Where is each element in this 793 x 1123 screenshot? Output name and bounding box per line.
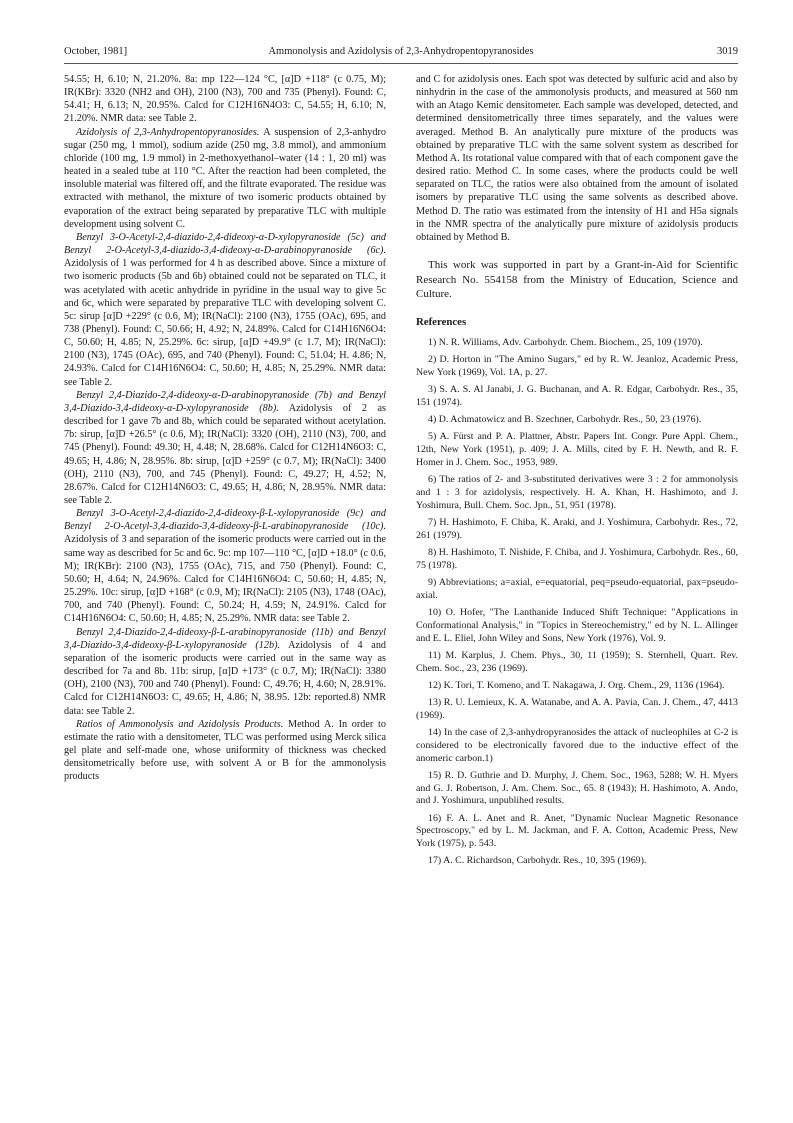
paragraph-compounds-7b-8b — [64, 389, 386, 507]
paragraph-azidolysis — [64, 126, 386, 231]
reference-item: 7) H. Hashimoto, F. Chiba, K. Araki, and J. Yoshimura, Carbohydr. Res., 72, 261 (1979). — [416, 516, 738, 541]
reference-item: 6) The ratios of 2- and 3-substituted derivatives were 3 : 2 for ammonolysis and 1 : 3 for azidolysis, respectively. H. A. Khan, H. Hashimoto, and J. Yoshimura, Bull. Chem. Soc. Jpn., 51, 951 (1978). — [416, 473, 738, 511]
compound-title-11b-12b: Benzyl 2,4-Diazido-2,4-dideoxy-β-L-arabinopyranoside (11b) and Benzyl 3,4-Diazido-3,4-dideoxy-β-L-xylopyranoside (12b). — [64, 626, 386, 651]
acknowledgement: This work was supported in part by a Grant-in-Aid for Scientific Research No. 554158 from the Ministry of Education, Science and Culture. — [416, 259, 738, 301]
running-header — [64, 44, 738, 60]
header-title: Ammonolysis and Azidolysis of 2,3-Anhydropentopyranosides — [268, 46, 534, 57]
reference-item: 14) In the case of 2,3-anhydropyranosides the attack of nucleophiles at C-2 is considered to be electronically favored due to the inductive effect of the anomeric carbon.1) — [416, 726, 738, 764]
paragraph-methods-continued: and C for azidolysis ones. Each spot was detected by sulfuric acid and also by ninhydrin in the case of the ammonolysis products, and measured at 560 nm with an Atago Kemic densitometer. Each sample was developed, detected, and determined densitometrically three times separately, and the values were averaged. Method B. An analytically pure mixture of the products was obtained by preparative TLC with the same solvent system as described for Method A. Its rotational value compared with that of each component gave the desired ratio. Method C. In some cases, where the products could be well separated on TLC, the ratios were also obtained from the amount of isolated isomers by preparative TLC using the same solvents as described above. Method D. The ratio was estimated from the intensity of H1 and H5a signals in the NMR spectra of the analytically pure mixture of azidolysis products obtained by Method B. — [416, 74, 738, 243]
page-number: 3019 — [717, 46, 738, 57]
paragraph-body: Azidolysis of 1 was performed for 4 h as described above. Since a mixture of two isomeric products (5b and 6b) obtained could not be separated on TLC, it was acetylated with acetic anhydride in pyridine in the usual way to give 5c and 6c, which were separated by preparative TLC with developing solvent C. 5c: sirup [α]D +229° (c 0.6, M); IR(NaCl): 2100 (N3), 1755 (OAc), 695, and 738 (Phenyl). Found: C, 50.66; H, 4.92; N, 24.89%. Calcd for C14H16N6O4: C, 50.60; H, 4.85; N, 25.29%. 6c: sirup, [α]D +49.9° (c 1.7, M); IR(NaCl): 2100 (N3), 1745 (OAc), 695, and 740 (Phenyl). Found: C, 51.04; H. 4.86; N, 24.93%. Calcd for C14H16N6O4: C, 50.60; H, 4.85; N, 25.29%. NMR data: see Table 2. — [64, 258, 386, 388]
paragraph-body: A suspension of 2,3-anhydro sugar (250 mg, 1 mmol), sodium azide (250 mg, 3.8 mmol), and ammonium chloride (100 mg, 1.9 mmol) in 2-methoxyethanol–water (14 : 1, 20 ml) was heated in a sealed tube at 110 °C. After the reaction had been completed, the insoluble material was filtered off, and the filtrate evaporated. The residue was extracted with methanol, the mixture of two isomeric products obtained by evaporation of the extract being separated by preparative TLC with multiple development using solvent C. — [64, 126, 386, 230]
references-heading: References — [416, 315, 467, 328]
reference-item: 15) R. D. Guthrie and D. Murphy, J. Chem. Soc., 1963, 5288; W. H. Myers and G. J. Robertson, J. Am. Chem. Soc., 65. 8 (1943); H. Hashimoto, A. Ando, and J. Yoshimura, unpublihed results. — [416, 769, 738, 807]
reference-item: 13) R. U. Lemieux, K. A. Watanabe, and A. A. Pavia, Can. J. Chem., 47, 4413 (1969). — [416, 696, 738, 721]
paragraph-compounds-11b-12b — [64, 626, 386, 718]
paragraph-body: Azidolysis of 2 as described for 1 gave 7b and 8b, which could be separated without acetylation. 7b: sirup, [α]D +26.5° (c 0.6, M); IR(NaCl): 3320 (OH), 2110 (N3), 700, and 745 (Phenyl). Found: 49.30; H, 4.48; N, 28.68%. Calcd for C12H14N6O3: C, 49.65; H, 4.86; N, 28.95%. 8b: sirup, [α]D +259° (c 0.7, M); IR(NaCl): 3400 (OH), 2110 (N3), 700, and 745 (Phenyl). Found: C, 49.27; H, 4.52; N, 28.67%. Calcd for C12H14N6O3: C, 49.65; H, 4.86; N, 28.95%. NMR data: see Table 2. — [64, 402, 386, 506]
reference-item: 5) A. Fürst and P. A. Plattner, Abstr. Papers Int. Congr. Pure Appl. Chem., 12th, New York (1951), p. 409; J. A. Mills, cited by F. H. Newth, and R. F. Homer in J. Chem. Soc., 1953, 989. — [416, 430, 738, 468]
paragraph-body: Azidolysis of 4 and separation of the isomeric products were carried out in the same way as described for 7a and 8b. 11b: sirup, [α]D +173° (c 0.7, M); IR(NaCl): 3380 (OH), 2100 (N3), 700 and 740 (Phenyl). Found: C, 49.76; H, 4.60; N, 28.91%. Calcd for C12H14N6O3: C, 49.65; H, 4.86; N, 38.95. 12b: reported.8) NMR data: see Table 2. — [64, 639, 387, 717]
reference-item: 17) A. C. Richardson, Carbohydr. Res., 10, 395 (1969). — [428, 855, 647, 867]
header-date: October, 1981] — [64, 46, 128, 57]
section-title-azidolysis: Azidolysis of 2,3-Anhydropentopyranosides. — [76, 126, 260, 138]
header-rule — [64, 63, 738, 64]
left-column — [64, 73, 386, 783]
paragraph-compounds-9c-10c — [64, 507, 386, 625]
paragraph-ratios — [64, 718, 386, 784]
reference-item: 10) O. Hofer, "The Lanthanide Induced Shift Technique: "Applications in Conformational Analysis," in "Topics in Stereochemistry," ed by N. L. Allinger and E. L. Eliel, John Wiley and Sons, New York (1976), Vol. 9. — [416, 606, 738, 644]
reference-item: 3) S. A. S. Al Janabi, J. G. Buchanan, and A. R. Edgar, Carbohydr. Res., 35, 151 (1974). — [416, 383, 738, 408]
reference-list — [416, 337, 738, 869]
compound-title-5c-6c: Benzyl 3-O-Acetyl-2,4-diazido-2,4-dideoxy-α-D-xylopyranoside (5c) and Benzyl 2-O-Acetyl-3,4-diazido-3,4-dideoxy-α-D-arabinopyranoside (6c). — [64, 231, 386, 257]
section-title-ratios: Ratios of Ammonolysis and Azidolysis Products. — [76, 718, 284, 730]
reference-item: 11) M. Karplus, J. Chem. Phys., 30, 11 (1959); S. Sternhell, Quart. Rev. Chem. Soc., 23, 236 (1969). — [416, 649, 738, 674]
paragraph-compounds-5c-6c — [64, 231, 386, 389]
reference-item: 16) F. A. L. Anet and R. Anet, "Dynamic Nuclear Magnetic Resonance Spectroscopy," ed by L. M. Jackman, and F. A. Cotton, Academic Press, New York (1975), p. 543. — [416, 812, 738, 850]
reference-item: 1) N. R. Williams, Adv. Carbohydr. Chem. Biochem., 25, 109 (1970). — [428, 336, 703, 348]
paragraph-body: Azidolysis of 3 and separation of the isomeric products were carried out in the same way as described for 5c and 6c. 9c: mp 107—110 °C, [α]D +18.0° (c 0.6, M); IR(KBr): 2100 (N3), 1755 (OAc), 715, and 750 (Phenyl). Found: C, 50.60; H, 4.64; N, 24.96%. Calcd for C14H16N6O4: C, 50.60; H, 4.85; N, 25.29%. 10c: sirup, [α]D +168° (c 0.9, M); IR(NaCl): 2105 (N3), 1748 (OAc), 700, and 740 (Phenyl). Found: C, 50.24; H, 4.59; N, 24.91%. Calcd for C14H16N6O4: C, 50.60; H, 4.85; N, 25.29%. NMR data: see Table 2. — [64, 534, 386, 625]
compound-title-9c-10c: Benzyl 3-O-Acetyl-2,4-diazido-2,4-dideoxy-β-L-xylopyranoside (9c) and Benzyl 2-O-Acetyl-3,4-diazido-3,4-dideoxy-β-L-arabinopyranoside (10c). — [64, 508, 386, 533]
reference-item: 4) D. Achmatowicz and B. Szechner, Carbohydr. Res., 50, 23 (1976). — [428, 413, 702, 425]
compound-title-7b-8b: Benzyl 2,4-Diazido-2,4-dideoxy-α-D-arabinopyranoside (7b) and Benzyl 3,4-Diazido-3,4-dideoxy-α-D-xylopyranoside (8b). — [64, 389, 386, 414]
right-column — [416, 73, 738, 873]
paragraph-body: Method A. In order to estimate the ratio with a densitometer, TLC was performed using Merck silica gel plate and self-made one, whose uniformity of thickness was checked densitometrically before use, with solvent A or B for the ammonolysis products — [64, 718, 386, 783]
paragraph-characterization-8a: 54.55; H, 6.10; N, 21.20%. 8a: mp 122—124 °C, [α]D +118° (c 0.75, M); IR(KBr): 3320 (NH2 and OH), 2100 (N3), 700 and 735 (Phenyl). Found: C, 54.41; H, 6.13; N, 20.95%. Calcd for C12H16N4O3: C, 54.55; H, 6.10; N, 21.20%. NMR data: see Table 2. — [64, 74, 386, 125]
reference-item: 2) D. Horton in "The Amino Sugars," ed by R. W. Jeanloz, Academic Press, New York (1969), Vol. 1A, p. 27. — [416, 353, 738, 378]
reference-item: 12) K. Tori, T. Komeno, and T. Nakagawa, J. Org. Chem., 29, 1136 (1964). — [428, 679, 725, 691]
reference-item: 9) Abbreviations; a=axial, e=equatorial, peq=pseudo-equatorial, pax=pseudo-axial. — [416, 576, 738, 601]
reference-item: 8) H. Hashimoto, T. Nishide, F. Chiba, and J. Yoshimura, Carbohydr. Res., 60, 75 (1978). — [416, 546, 738, 571]
